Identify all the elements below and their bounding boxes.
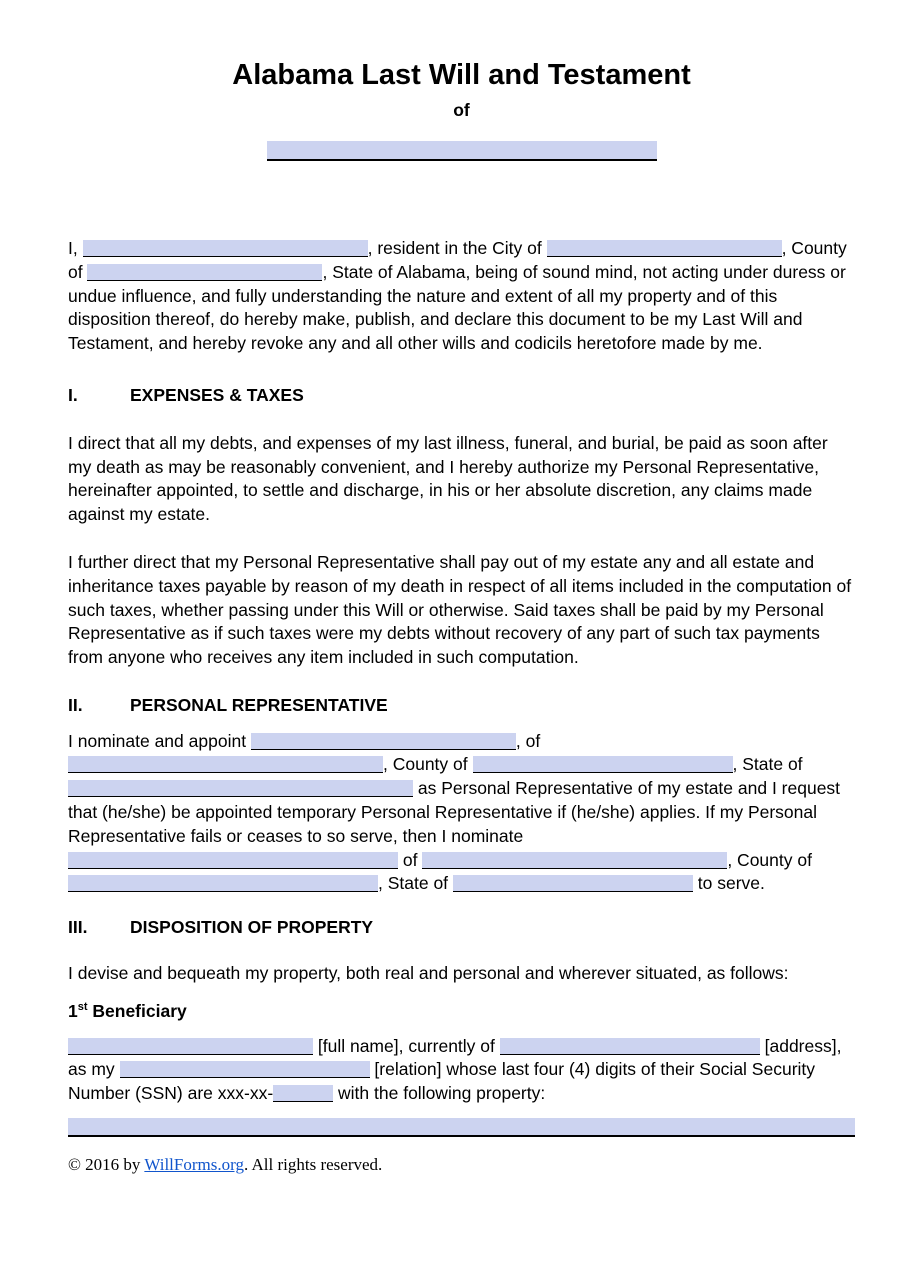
property-description-field[interactable] [68,1118,855,1137]
intro-paragraph: I, , resident in the City of , County of , State of Alabama, being of sound mind, not acting under duress or undue influence, and fully understanding the nature and extent of all my property and of this disposition thereof, do hereby make, publish, and declare this document to be my Last Will and Testament, and hereby revoke any and all other wills and codicils heretofore made by me. [68,237,847,354]
first-beneficiary-heading [68,1000,855,1024]
section-title-disposition-of-property: DISPOSITION OF PROPERTY [130,917,374,938]
personal-rep-state-field[interactable] [68,780,413,797]
section-heading-expenses-taxes [68,384,855,408]
footer [68,1153,855,1176]
beneficiary-paragraph: [full name], currently of [address], as my [relation] whose last four (4) digits of their Social Security Number (SSN) are xxx-xx- with the following property: [68,1035,842,1104]
testator-county-field[interactable] [87,264,322,281]
personal-rep-city-field[interactable] [68,756,383,773]
testator-name-field[interactable] [83,240,368,257]
section-title-personal-representative: PERSONAL REPRESENTATIVE [130,694,388,715]
section-numeral-1: I. [68,384,78,405]
beneficiary-number: 1 [68,1000,78,1021]
expenses-paragraph-2: I further direct that my Personal Representative shall pay out of my estate any and all estate and inheritance taxes payable by reason of my death in respect of all items included in the computation of such taxes, whether passing under this Will or otherwise. Said taxes shall be paid by my Personal Representative as if such taxes were my debts without recovery of any part of such tax payments from anyone who receives any item included in such computation. [68,551,852,668]
document-subtitle: of [453,100,470,121]
section-title-expenses-taxes: EXPENSES & TAXES [130,384,304,405]
section-heading-personal-representative [68,694,855,718]
disposition-paragraph: I devise and bequeath my property, both real and personal and wherever situated, as follows: [68,963,789,984]
beneficiary-relation-field[interactable] [120,1061,370,1078]
personal-rep-county-field[interactable] [473,756,733,773]
beneficiary-label: Beneficiary [87,1000,187,1021]
personal-rep-name-field[interactable] [251,733,516,750]
beneficiary-ordinal: st [77,1001,88,1014]
willforms-link[interactable]: WillForms.org [144,1155,244,1175]
expenses-paragraph-1: I direct that all my debts, and expenses of my last illness, funeral, and burial, be paid as soon after my death as may be reasonably convenient, and I hereby authorize my Personal Representative, hereinafter appointed, to settle and discharge, in his or her absolute discretion, any claims made against my estate. [68,432,828,525]
alternate-rep-name-field[interactable] [68,852,398,869]
testator-city-field[interactable] [547,240,782,257]
personal-representative-paragraph: I nominate and appoint , of , County of , State of as Personal Representative of my estate and I request that (he/she) be appointed temporary Personal Representative if (he/she) applies. If my Personal Representative fails or ceases to so serve, then I nominate of , County of , State of to serve. [68,730,841,894]
testator-name-title-field[interactable] [267,141,657,161]
footer-rights-text: . All rights reserved. [243,1155,383,1175]
document-title: Alabama Last Will and Testament [232,59,691,91]
title-blank-row [68,141,855,163]
section-numeral-2: II. [68,694,83,715]
alternate-rep-city-field[interactable] [422,852,727,869]
alternate-rep-county-field[interactable] [68,875,378,892]
footer-copyright-text: © 2016 by [68,1155,145,1175]
alternate-rep-state-field[interactable] [453,875,693,892]
beneficiary-name-field[interactable] [68,1038,313,1055]
beneficiary-ssn-field[interactable] [273,1085,333,1102]
section-heading-disposition-of-property [68,916,855,940]
section-numeral-3: III. [68,917,88,938]
beneficiary-address-field[interactable] [500,1038,760,1055]
